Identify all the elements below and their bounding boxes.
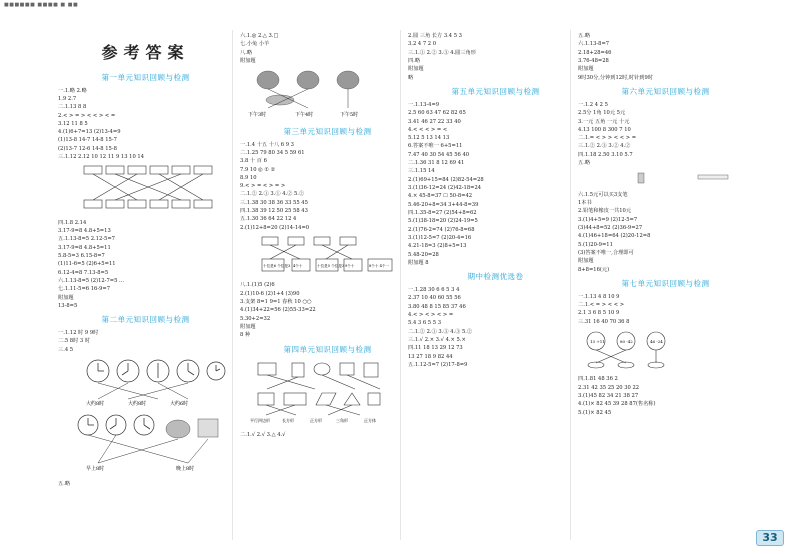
tree-figure: [240, 68, 415, 121]
answer-line: 3.76-48=28: [578, 57, 609, 64]
answer-line: 3.(1)12-5=7 (2)20-4=16: [408, 234, 472, 241]
answer-line: 六.1.5元可以买3支笔: [578, 191, 628, 198]
answer-line: 一.1.2 4 2 5: [578, 101, 608, 108]
box-label: 9个十: [345, 264, 355, 268]
answer-block: [240, 32, 415, 65]
answer-line: 附加题: [240, 57, 256, 64]
answer-line: 三.1.① 2.② 3.③ 4.圆三角形: [408, 49, 476, 56]
answer-line: 5.8-5=3 6.15-8=7: [58, 252, 105, 259]
section-heading: 第四单元知识回顾与检测: [283, 344, 372, 354]
answer-line: 二.1.36 31 8 12 69 41: [408, 160, 465, 167]
answer-line: 略: [408, 74, 414, 81]
answer-line: 3.(1)36-12=24 (2)42-18=24: [408, 185, 482, 191]
answer-line: 5.30+2=32: [240, 315, 271, 322]
answer-line: 2.(1)12+8=20 (2)14-14=0: [240, 224, 310, 231]
answer-line: 4.13 100 8 300 7 10: [578, 126, 631, 133]
answer-line: 四.1.35-8=27 (2)54+8=62: [408, 209, 477, 216]
answer-line: 附加题: [578, 66, 594, 73]
answer-block: [240, 141, 415, 232]
answer-line: 二.1.25 79 80 34 5 59 61: [240, 149, 305, 156]
section-heading: 第七单元知识回顾与检测: [621, 278, 710, 288]
answer-line: 5.12 5 13 14 13: [408, 135, 450, 142]
answer-line: 二.1.< = > < < >: [578, 302, 625, 309]
answer-block: [578, 375, 753, 417]
answer-line: 六.1.◎ 2.△ 3.□: [240, 33, 279, 39]
answer-line: 二.1.√ 2.√ 3.△ 4.√: [240, 431, 286, 438]
answer-line: 4.(1)× 82 45 39 28 87(售名称): [578, 401, 656, 408]
answer-line: 5.(1)38-18=20 (2)24-19=5: [408, 218, 478, 225]
answer-line: 3.17-9=8 4.8+5=11: [58, 244, 111, 251]
boxes-figure: [240, 235, 415, 278]
answer-line: 一.1.13 4 8 10 9: [578, 293, 620, 300]
answer-line: 1本书: [578, 200, 592, 206]
answer-line: (3)答案不唯一,合理即可: [578, 249, 634, 256]
answer-line: 二.5 8时 3 时: [58, 338, 91, 345]
answer-line: 8.9 10: [240, 174, 257, 181]
answer-line: (3)44+8=52 (2)36-9=27: [578, 224, 643, 231]
answer-block: [578, 191, 753, 274]
shape-label: 平行四边形: [250, 417, 270, 423]
answer-line: 9时30分,分钟到12时,时针到9时: [578, 74, 653, 81]
circle-label: 46 -24: [650, 339, 663, 345]
answer-block: [578, 101, 753, 168]
section-heading: 第六单元知识回顾与检测: [621, 86, 710, 96]
answer-line: 4.× 45-8=37 ☐ 50-8=42: [408, 193, 473, 200]
clock-label: 大约8时: [86, 401, 105, 408]
answer-line: 二.1.② 2.① 3.③ 4.③ 5.②: [408, 328, 473, 335]
clock-figure-2: [58, 413, 233, 476]
answer-line: 5.4 3 6 5 5 3: [408, 320, 441, 327]
answer-line: 五.略: [58, 480, 71, 487]
shape-label: 正方体: [364, 417, 376, 423]
answer-block: [578, 32, 753, 82]
pencil-figure: [578, 170, 753, 187]
answer-block: [240, 431, 415, 439]
answer-line: 附加题 8: [408, 259, 429, 266]
answer-line: 4.(1)34+22=56 (2)55-33=22: [240, 307, 316, 314]
circle-label: 80 -42: [620, 339, 633, 345]
answer-line: 2.31 42 35 25 20 30 22: [578, 384, 640, 391]
answer-line: 五.1.12-5=7 (2)17-8=9: [408, 361, 468, 368]
answer-line: 5.(1)× 82 45: [578, 409, 612, 416]
answer-line: (1)11-6=5 (2)6+5=11: [58, 261, 116, 268]
shape-label: 长方形: [282, 417, 294, 423]
answer-line: 5.(1)20-9=11: [578, 241, 613, 248]
answer-line: 五.略: [578, 33, 591, 39]
answer-line: 3.41 46 27 22 33 40: [408, 118, 461, 125]
answer-line: 2.(1)69+15=84 (2)82-54=28: [408, 176, 484, 183]
answer-line: 2.铅笔和橡皮一共10元: [578, 208, 632, 215]
clock-label: 大约6时: [170, 401, 189, 408]
answer-line: 2.< > = > < < > < =: [58, 112, 116, 119]
answer-block: [58, 329, 233, 354]
column-2: [240, 32, 415, 439]
answer-line: 2.(1)76-2=74 (2)76-8=68: [408, 226, 475, 233]
answer-line: 5.46-20+8=34 3+44-8=39: [408, 201, 479, 208]
answer-line: 2.1 3 6 8 5 10 9: [578, 310, 620, 317]
answer-line: 6.答案不唯一 6+5=11: [408, 143, 463, 150]
page-title: 参考答案: [101, 43, 190, 62]
answer-line: 一.1.28 30 6 6 5 3 4: [408, 287, 460, 294]
answer-line: 3.12 11 8 5: [58, 120, 88, 127]
answer-line: 3.一元 五角 一元 十元: [578, 118, 630, 125]
answer-line: 13 27 18 9 82 44: [408, 353, 453, 360]
time-label: 下午5时: [340, 112, 359, 119]
answer-line: 四.11 18 13 29 12 73: [408, 345, 463, 352]
answer-line: 四.1.38 39 12 50 25 58 43: [240, 208, 308, 215]
shape-label: 三角形: [336, 417, 348, 423]
section-heading: 期中检测优选卷: [467, 272, 524, 282]
clock-label: 大约8时: [128, 401, 147, 408]
answer-line: 2.5 60 63 47 62 82 65: [408, 110, 466, 117]
answer-line: 一.1.13-4=9: [408, 101, 440, 108]
box-label: 十位是6 个位是3: [263, 264, 291, 268]
page-header-text: ■■■■■■ ■■■■ ■ ■■: [4, 2, 79, 8]
shape-label: 正方形: [310, 417, 322, 423]
answer-block: [58, 87, 233, 162]
answer-line: 五.1.30 36 64 22 12 4: [240, 216, 297, 223]
answer-block: [240, 281, 415, 339]
answer-line: 7.9 10 ◎ ① ②: [240, 166, 276, 173]
box-label: 十位是5 个位是3: [317, 264, 345, 268]
clock-label: 早上8时: [86, 466, 105, 473]
answer-line: 三.1.√ 2.× 3.√ 4.× 5.×: [408, 337, 466, 343]
answer-block: [578, 293, 753, 326]
answer-line: 2.(1)10-6 (2)1+4 (3)90: [240, 290, 300, 297]
column-4: [578, 32, 753, 417]
answer-line: 3.17-9=8 4.8+5=13: [58, 228, 111, 235]
answer-line: 一.1.略 2.略: [58, 87, 87, 94]
section-heading: 第二单元知识回顾与检测: [101, 315, 190, 325]
box-label: 8个十 4个一: [369, 264, 390, 268]
answer-line: 附加题: [578, 258, 594, 265]
answer-line: 3.(1)4+5=9 (2)12-5=7: [578, 216, 638, 223]
answer-line: 4.21-18=3 (2)8+5=13: [408, 243, 467, 250]
answer-line: 三.4 5: [58, 346, 74, 353]
answer-block: [58, 219, 233, 310]
answer-line: 五.略: [578, 160, 591, 167]
answer-line: 四.略: [408, 57, 421, 64]
answer-line: 4.(1)46+18=64 (2)20-12=8: [578, 233, 651, 240]
answer-line: 4.(1)6+7=13 (2)13-4=9: [58, 129, 121, 136]
answer-line: 七.小兔 小羊: [240, 41, 270, 48]
circles-figure: [578, 329, 753, 372]
answer-block: [408, 101, 583, 267]
answer-line: 一.1.4 十五 十八 6 9 3: [240, 141, 294, 148]
answer-line: 四.1.18 2.50 3.10 5.7: [578, 151, 633, 158]
answer-line: 二.1.= < > > < < > =: [578, 135, 637, 142]
answer-line: 8 种: [240, 332, 251, 339]
time-label: 下午3时: [248, 112, 267, 119]
shapes-figure: [240, 359, 415, 428]
page-number-badge: 33: [756, 530, 784, 546]
answer-line: 5.48-20=28: [408, 251, 439, 258]
answer-line: 六.1.13-8=5 (2)12-7=5 ...: [58, 277, 124, 284]
answer-block: [408, 286, 583, 369]
answer-line: 9.< > = < > = >: [240, 183, 286, 190]
circle-label: 13 +11: [590, 339, 605, 345]
answer-line: 4.< > < > < > =: [408, 312, 454, 319]
answer-line: 五.1.13-8=5 2.12-5=7: [58, 236, 115, 243]
answer-block: [58, 480, 233, 488]
answer-line: 2.37 10 40 60 55 56: [408, 295, 461, 302]
answer-line: 一.1.12 时 9 9时: [58, 330, 99, 337]
answer-line: 三.1.12 2.12 10 12 11 9 13 10 14: [58, 154, 145, 161]
answer-block: [408, 32, 583, 82]
answer-line: 七.1.11-5=6 16-9=7: [58, 286, 111, 293]
answer-line: 八.1.(1)5 (2)6: [240, 282, 275, 289]
answer-line: 六.1.13-8=7: [578, 41, 610, 48]
time-label: 下午4时: [295, 112, 314, 119]
answer-line: 8+8=16(元): [578, 266, 610, 273]
answer-line: 四.1.8 2.14: [58, 219, 87, 226]
column-1: [58, 32, 233, 488]
matching-figure: [58, 164, 233, 215]
column-3: [408, 32, 583, 369]
answer-line: 1.9 2.7: [58, 95, 77, 102]
answer-line: 三.1.② 2.③ 3.② 4.②: [578, 143, 631, 150]
answer-line: 3.支架 8=1 9=1 春秋 10 ○○: [240, 298, 312, 305]
answer-line: 八.略: [240, 49, 253, 56]
answer-line: 3.8 十 百 6: [240, 158, 267, 165]
answer-line: 4.< < < > = <: [408, 126, 448, 133]
section-heading: 第三单元知识回顾与检测: [283, 126, 372, 136]
box-label: 4个十: [293, 264, 303, 268]
section-heading: 第五单元知识回顾与检测: [451, 86, 540, 96]
answer-line: 四.1.81 48 36 2: [578, 376, 618, 383]
answer-line: (1)13-8 14-7 14-8 15-7: [58, 137, 117, 144]
answer-line: 3.80 48 8 15 85 37 46: [408, 303, 466, 310]
answer-line: 7.47 40 30 54 45 56 40: [408, 151, 470, 158]
answer-line: 三.31 16 40 70 36 8: [578, 318, 630, 325]
answer-line: 6.12-4=8 7.13-8=5: [58, 269, 109, 276]
section-heading: 第一单元知识回顾与检测: [101, 72, 190, 82]
answer-line: 2.18+28=46: [578, 49, 612, 56]
answer-line: 二.1.13 8 8: [58, 104, 87, 111]
clock-figure: [58, 357, 233, 410]
answer-line: 附加题: [408, 66, 424, 73]
answer-line: 2.5分 1角 10元 5元: [578, 110, 626, 117]
answer-line: 3.2 4 7 2 0: [408, 41, 437, 48]
answer-line: 三.1.38 30 38 36 33 55 45: [240, 199, 308, 206]
answer-line: 2.圆 三角 长方 3.4 5 3: [408, 33, 462, 39]
answer-line: 附加题: [58, 294, 74, 301]
clock-label: 晚上8时: [176, 466, 195, 473]
answer-line: (2)13-7 12-6 14-8 15-8: [58, 145, 117, 152]
answer-line: 13-8=5: [58, 302, 78, 309]
answer-line: 二.1.② 2.① 3.① 4.② 5.②: [240, 191, 305, 198]
answer-line: 三.1.15 14: [408, 168, 435, 175]
answer-line: 3.(1)45 82 34 21 38 27: [578, 393, 639, 399]
answer-line: 附加题: [240, 323, 256, 330]
